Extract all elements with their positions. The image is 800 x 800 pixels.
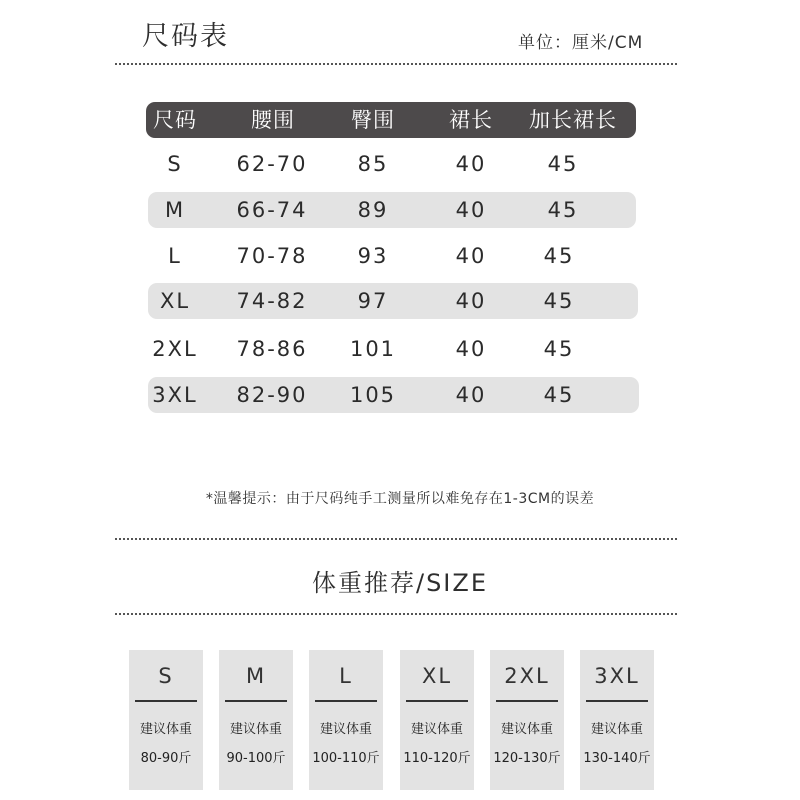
- weight-card-2xl: [490, 650, 564, 790]
- table-cell-waist: 82-90: [236, 383, 308, 407]
- column-header-length: 裙长: [449, 108, 493, 132]
- table-cell-hip: 85: [357, 152, 389, 176]
- card-divider: [225, 700, 287, 702]
- table-cell-hip: 93: [357, 244, 389, 268]
- weight-card-s: [129, 650, 203, 790]
- card-label: 建议体重: [590, 722, 643, 737]
- table-cell-hip: 89: [357, 198, 389, 222]
- card-divider: [315, 700, 377, 702]
- table-cell-waist: 62-70: [236, 152, 308, 176]
- card-size: XL: [421, 664, 453, 688]
- card-label: 建议体重: [139, 722, 192, 737]
- card-size: L: [339, 664, 353, 688]
- divider-top: [115, 63, 677, 65]
- card-divider: [586, 700, 648, 702]
- table-cell-length: 40: [455, 337, 487, 361]
- table-cell-waist: 78-86: [236, 337, 308, 361]
- card-range: 120-130斤: [493, 751, 561, 766]
- card-label: 建议体重: [410, 722, 463, 737]
- table-cell-long-length: 45: [547, 198, 579, 222]
- table-cell-hip: 101: [349, 337, 397, 361]
- column-header-waist: 腰围: [251, 108, 295, 132]
- table-cell-length: 40: [455, 244, 487, 268]
- column-header-long-length: 加长裙长: [529, 108, 617, 132]
- card-range: 80-90斤: [140, 751, 192, 766]
- divider-bottom: [115, 613, 677, 615]
- table-cell-long-length: 45: [543, 289, 575, 313]
- column-header-hip: 臀围: [351, 108, 395, 132]
- weight-card-xl: [400, 650, 474, 790]
- card-divider: [406, 700, 468, 702]
- card-size: 2XL: [504, 664, 550, 688]
- table-cell-long-length: 45: [543, 383, 575, 407]
- table-cell-length: 40: [455, 383, 487, 407]
- card-size: 3XL: [594, 664, 640, 688]
- card-range: 110-120斤: [403, 751, 471, 766]
- divider-middle: [115, 538, 677, 540]
- table-cell-size: M: [164, 198, 186, 222]
- table-cell-waist: 70-78: [236, 244, 308, 268]
- weight-card-m: [219, 650, 293, 790]
- card-label: 建议体重: [500, 722, 553, 737]
- card-divider: [496, 700, 558, 702]
- card-divider: [135, 700, 197, 702]
- table-cell-long-length: 45: [547, 152, 579, 176]
- table-cell-size: S: [167, 152, 183, 176]
- table-cell-long-length: 45: [543, 244, 575, 268]
- table-cell-hip: 105: [349, 383, 397, 407]
- card-size: M: [245, 664, 267, 688]
- table-cell-length: 40: [455, 289, 487, 313]
- card-range: 100-110斤: [312, 751, 380, 766]
- page-title: 尺码表: [142, 21, 229, 52]
- table-cell-size: 2XL: [152, 337, 198, 361]
- table-cell-hip: 97: [357, 289, 389, 313]
- table-cell-size: L: [168, 244, 182, 268]
- table-cell-long-length: 45: [543, 337, 575, 361]
- table-cell-length: 40: [455, 152, 487, 176]
- table-cell-size: 3XL: [152, 383, 198, 407]
- card-range: 130-140斤: [583, 751, 651, 766]
- column-header-size: 尺码: [153, 108, 197, 132]
- table-cell-size: XL: [159, 289, 191, 313]
- card-label: 建议体重: [229, 722, 282, 737]
- card-label: 建议体重: [319, 722, 372, 737]
- weight-card-l: [309, 650, 383, 790]
- weight-section-title: 体重推荐/SIZE: [311, 569, 488, 597]
- table-cell-waist: 66-74: [236, 198, 308, 222]
- weight-card-3xl: [580, 650, 654, 790]
- card-size: S: [158, 664, 174, 688]
- table-cell-waist: 74-82: [236, 289, 308, 313]
- table-cell-length: 40: [455, 198, 487, 222]
- measurement-note: *温馨提示：由于尺码纯手工测量所以难免存在1-3CM的误差: [205, 491, 595, 507]
- unit-label: 单位：厘米/CM: [518, 33, 644, 53]
- card-range: 90-100斤: [226, 751, 286, 766]
